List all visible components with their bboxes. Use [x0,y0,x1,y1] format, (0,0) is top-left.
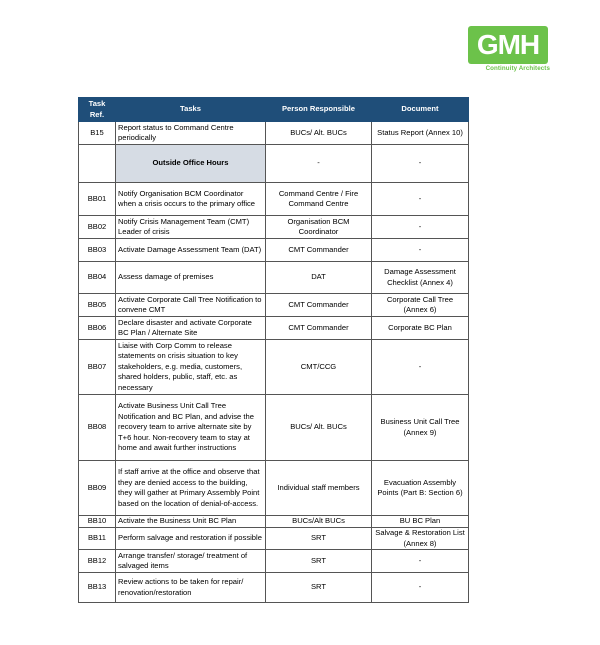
person-responsible: Individual staff members [266,461,372,516]
task-ref: B15 [79,122,116,145]
task-ref: BB03 [79,239,116,262]
table-row [79,395,469,461]
task-description: Declare disaster and activate Corporate BC Plan / Alternate Site [116,317,266,340]
task-description: Assess damage of premises [116,262,266,294]
document: Damage Assessment Checklist (Annex 4) [372,262,469,294]
person-responsible: - [266,145,372,183]
document: - [372,183,469,216]
document: - [372,340,469,395]
person-responsible: BUCs/Alt BUCs [266,516,372,528]
person-responsible: CMT Commander [266,317,372,340]
section-title: Outside Office Hours [116,145,266,183]
document: - [372,550,469,573]
document: BU BC Plan [372,516,469,528]
document: - [372,216,469,239]
section-row [79,145,469,183]
document: Status Report (Annex 10) [372,122,469,145]
document: Corporate BC Plan [372,317,469,340]
task-table [78,97,469,603]
person-responsible: DAT [266,262,372,294]
header-tasks: Tasks [116,98,266,122]
task-ref: BB05 [79,294,116,317]
task-description: Notify Crisis Management Team (CMT) Leader of crisis [116,216,266,239]
person-responsible: CMT Commander [266,294,372,317]
task-description: Liaise with Corp Comm to release statements on crisis situation to key stakeholders, e.g. media, customers, shared holders, public, staff, etc. as necessary [116,340,266,395]
header-person-responsible: Person Responsible [266,98,372,122]
table-row [79,122,469,145]
task-ref [79,145,116,183]
task-ref: BB09 [79,461,116,516]
task-description: Review actions to be taken for repair/ renovation/restoration [116,573,266,603]
task-ref: BB06 [79,317,116,340]
task-description: Activate Corporate Call Tree Notification to convene CMT [116,294,266,317]
table-row [79,340,469,395]
document: Evacuation Assembly Points (Part B: Section 6) [372,461,469,516]
task-ref: BB10 [79,516,116,528]
task-description: If staff arrive at the office and observe that they are denied access to the building, they will gather at Primary Assembly Point based on the location of denial-of-access. [116,461,266,516]
person-responsible: SRT [266,550,372,573]
document: - [372,573,469,603]
table-row [79,461,469,516]
task-ref: BB04 [79,262,116,294]
document: - [372,239,469,262]
task-description: Activate the Business Unit BC Plan [116,516,266,528]
task-description: Activate Business Unit Call Tree Notification and BC Plan, and advise the recovery team to arrive alternate site by T+6 hour. Non-recovery team to stay at home and await further instructions [116,395,266,461]
task-ref: BB13 [79,573,116,603]
task-description: Arrange transfer/ storage/ treatment of salvaged items [116,550,266,573]
person-responsible: BUCs/ Alt. BUCs [266,122,372,145]
task-description: Activate Damage Assessment Team (DAT) [116,239,266,262]
document: Salvage & Restoration List (Annex 8) [372,528,469,550]
table-row [79,550,469,573]
task-ref: BB01 [79,183,116,216]
document: Corporate Call Tree (Annex 6) [372,294,469,317]
header-document: Document [372,98,469,122]
task-description: Notify Organisation BCM Coordinator when a crisis occurs to the primary office [116,183,266,216]
person-responsible: Command Centre / Fire Command Centre [266,183,372,216]
table-row [79,317,469,340]
table-row [79,516,469,528]
task-ref: BB08 [79,395,116,461]
person-responsible: BUCs/ Alt. BUCs [266,395,372,461]
header-task-ref: Task Ref. [79,98,116,122]
person-responsible: SRT [266,573,372,603]
table-row [79,294,469,317]
task-description: Perform salvage and restoration if possible [116,528,266,550]
table-row [79,262,469,294]
table-row [79,528,469,550]
person-responsible: CMT Commander [266,239,372,262]
person-responsible: CMT/CCG [266,340,372,395]
document: Business Unit Call Tree (Annex 9) [372,395,469,461]
table-header-row [79,98,469,122]
task-description: Report status to Command Centre periodically [116,122,266,145]
document: - [372,145,469,183]
table-row [79,239,469,262]
table-row [79,573,469,603]
table-row [79,183,469,216]
table-row [79,216,469,239]
logo-mark: GMH [468,26,548,64]
task-ref: BB07 [79,340,116,395]
person-responsible: Organisation BCM Coordinator [266,216,372,239]
logo-tagline: Continuity Architects [485,65,550,72]
person-responsible: SRT [266,528,372,550]
company-logo [468,26,550,72]
task-ref: BB12 [79,550,116,573]
task-ref: BB11 [79,528,116,550]
task-ref: BB02 [79,216,116,239]
